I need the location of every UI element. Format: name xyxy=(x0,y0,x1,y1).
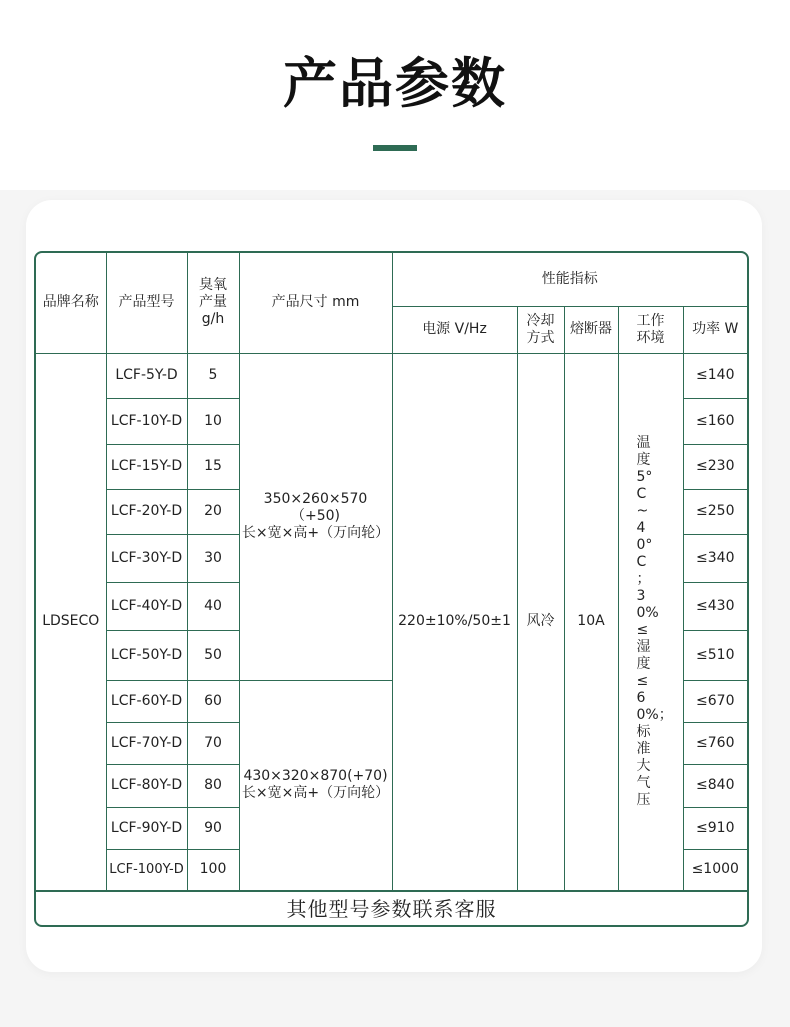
environment-text: 温 度 5°C ~ 40°C ； 30% ≤ 湿度 ≤ 60%； 标 准 大 气 压 xyxy=(636,434,673,808)
power-supply-cell: 220±10%/50±1 xyxy=(392,353,517,890)
model-cell: LCF-100Y-D xyxy=(106,849,187,890)
header-performance: 性能指标 xyxy=(392,253,747,306)
model-cell: LCF-20Y-D xyxy=(106,489,187,534)
environment-cell xyxy=(618,353,683,890)
header-power: 功率 W xyxy=(683,306,747,353)
output-cell: 20 xyxy=(187,489,239,534)
header-fuse: 熔断器 xyxy=(564,306,618,353)
power-cell: ≤340 xyxy=(683,534,747,582)
output-cell: 90 xyxy=(187,807,239,849)
output-cell: 5 xyxy=(187,353,239,398)
fuse-cell: 10A xyxy=(564,353,618,890)
contact-footer: 其他型号参数联系客服 xyxy=(36,891,747,927)
header-power-supply: 电源 V/Hz xyxy=(392,306,517,353)
power-cell: ≤760 xyxy=(683,722,747,764)
power-cell: ≤670 xyxy=(683,680,747,722)
model-cell: LCF-50Y-D xyxy=(106,630,187,680)
table-row xyxy=(36,353,747,398)
output-cell: 70 xyxy=(187,722,239,764)
header-cooling: 冷却 方式 xyxy=(517,306,564,353)
output-cell: 40 xyxy=(187,582,239,630)
size-cell-large: 430×320×870(+70) 长×宽×高+（万向轮） xyxy=(239,680,392,890)
model-cell: LCF-90Y-D xyxy=(106,807,187,849)
power-cell: ≤510 xyxy=(683,630,747,680)
output-cell: 50 xyxy=(187,630,239,680)
header-environment: 工作 环境 xyxy=(618,306,683,353)
model-cell: LCF-30Y-D xyxy=(106,534,187,582)
header-ozone-output: 臭氧 产量 g/h xyxy=(187,253,239,353)
power-cell: ≤160 xyxy=(683,398,747,444)
power-cell: ≤910 xyxy=(683,807,747,849)
size-cell-small: 350×260×570（+50) 长×宽×高+（万向轮） xyxy=(239,353,392,680)
model-cell: LCF-40Y-D xyxy=(106,582,187,630)
model-cell: LCF-80Y-D xyxy=(106,764,187,807)
model-cell: LCF-5Y-D xyxy=(106,353,187,398)
power-cell: ≤840 xyxy=(683,764,747,807)
model-cell: LCF-70Y-D xyxy=(106,722,187,764)
output-cell: 15 xyxy=(187,444,239,489)
power-cell: ≤250 xyxy=(683,489,747,534)
power-cell: ≤430 xyxy=(683,582,747,630)
output-cell: 100 xyxy=(187,849,239,890)
output-cell: 80 xyxy=(187,764,239,807)
model-cell: LCF-15Y-D xyxy=(106,444,187,489)
power-cell: ≤140 xyxy=(683,353,747,398)
header-size: 产品尺寸 mm xyxy=(239,253,392,353)
header-brand: 品牌名称 xyxy=(36,253,106,353)
power-cell: ≤230 xyxy=(683,444,747,489)
model-cell: LCF-60Y-D xyxy=(106,680,187,722)
parameter-table xyxy=(34,251,749,927)
brand-cell: LDSECO xyxy=(36,353,106,890)
model-cell: LCF-10Y-D xyxy=(106,398,187,444)
power-cell: ≤1000 xyxy=(683,849,747,890)
output-cell: 10 xyxy=(187,398,239,444)
output-cell: 60 xyxy=(187,680,239,722)
title-underline xyxy=(373,145,417,151)
output-cell: 30 xyxy=(187,534,239,582)
header-model: 产品型号 xyxy=(106,253,187,353)
cooling-cell: 风冷 xyxy=(517,353,564,890)
parameter-grid xyxy=(36,253,747,891)
page-title: 产品参数 xyxy=(283,52,507,115)
